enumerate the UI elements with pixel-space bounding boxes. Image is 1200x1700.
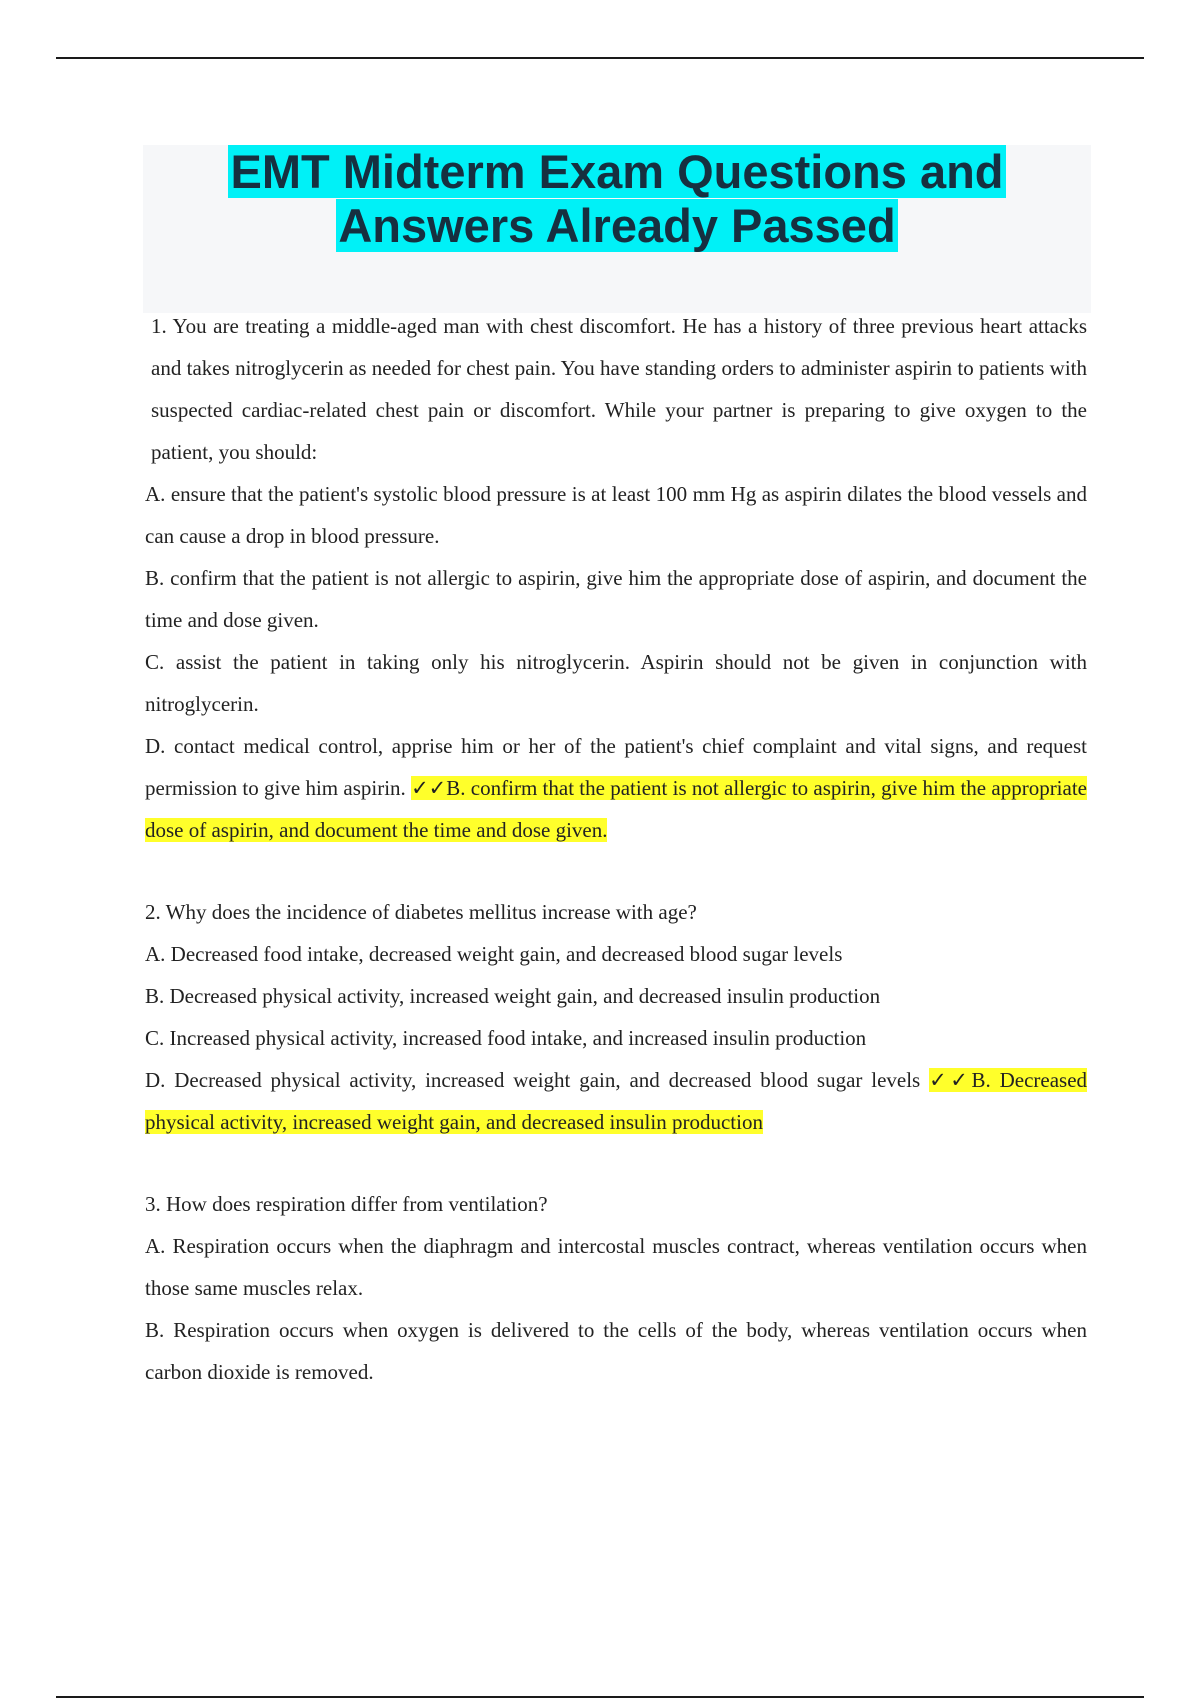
option-a: A. Decreased food intake, decreased weight gain, and decreased blood sugar levels bbox=[145, 942, 843, 966]
question-prompt: 1. You are treating a middle-aged man with chest discomfort. He has a history of three previous heart attacks and takes nitroglycerin as needed for chest pain. You have standing orders to administer aspirin to patients with suspected cardiac-related chest pain or discomfort. While your partner is preparing to give oxygen to the patient, you should: bbox=[151, 314, 1087, 464]
question-prompt: 3. How does respiration differ from ventilation? bbox=[145, 1192, 548, 1216]
title-block bbox=[143, 145, 1091, 313]
option-d: D. Decreased physical activity, increased weight gain, and decreased blood sugar levels bbox=[145, 1068, 921, 1092]
header-rule bbox=[56, 57, 1144, 59]
option-b: B. confirm that the patient is not allergic to aspirin, give him the appropriate dose of aspirin, and document the time and dose given. bbox=[145, 566, 1087, 632]
document-title-line-2: Answers Already Passed bbox=[338, 199, 896, 252]
document-body bbox=[145, 305, 1087, 1393]
question-3 bbox=[145, 1183, 1087, 1393]
question-prompt: 2. Why does the incidence of diabetes mellitus increase with age? bbox=[145, 900, 697, 924]
answer-highlight: ✓✓B. confirm that the patient is not allergic to aspirin, give him the appropriate dose of aspirin, and document the time and dose given. bbox=[145, 776, 1087, 842]
question-2 bbox=[145, 891, 1087, 1143]
option-b: B. Respiration occurs when oxygen is delivered to the cells of the body, whereas ventilation occurs when carbon dioxide is removed. bbox=[145, 1318, 1087, 1384]
option-d: D. contact medical control, apprise him or her of the patient's chief complaint and vital signs, and request permission to give him aspirin. bbox=[145, 734, 1087, 800]
footer-rule bbox=[56, 1696, 1144, 1698]
option-d-with-answer bbox=[145, 725, 1087, 851]
document-title-line-1: EMT Midterm Exam Questions and bbox=[230, 145, 1004, 198]
answer-highlight: ✓✓B. Decreased physical activity, increased weight gain, and decreased insulin production bbox=[145, 1068, 1088, 1134]
option-c: C. Increased physical activity, increased food intake, and increased insulin production bbox=[145, 1026, 867, 1050]
option-d-with-answer bbox=[145, 1059, 1087, 1143]
option-b: B. Decreased physical activity, increased weight gain, and decreased insulin production bbox=[145, 984, 881, 1008]
question-1 bbox=[145, 305, 1087, 851]
option-c: C. assist the patient in taking only his nitroglycerin. Aspirin should not be given in conjunction with nitroglycerin. bbox=[145, 650, 1087, 716]
option-a: A. Respiration occurs when the diaphragm and intercostal muscles contract, whereas ventilation occurs when those same muscles relax. bbox=[145, 1234, 1087, 1300]
option-a: A. ensure that the patient's systolic blood pressure is at least 100 mm Hg as aspirin dilates the blood vessels and can cause a drop in blood pressure. bbox=[145, 482, 1087, 548]
